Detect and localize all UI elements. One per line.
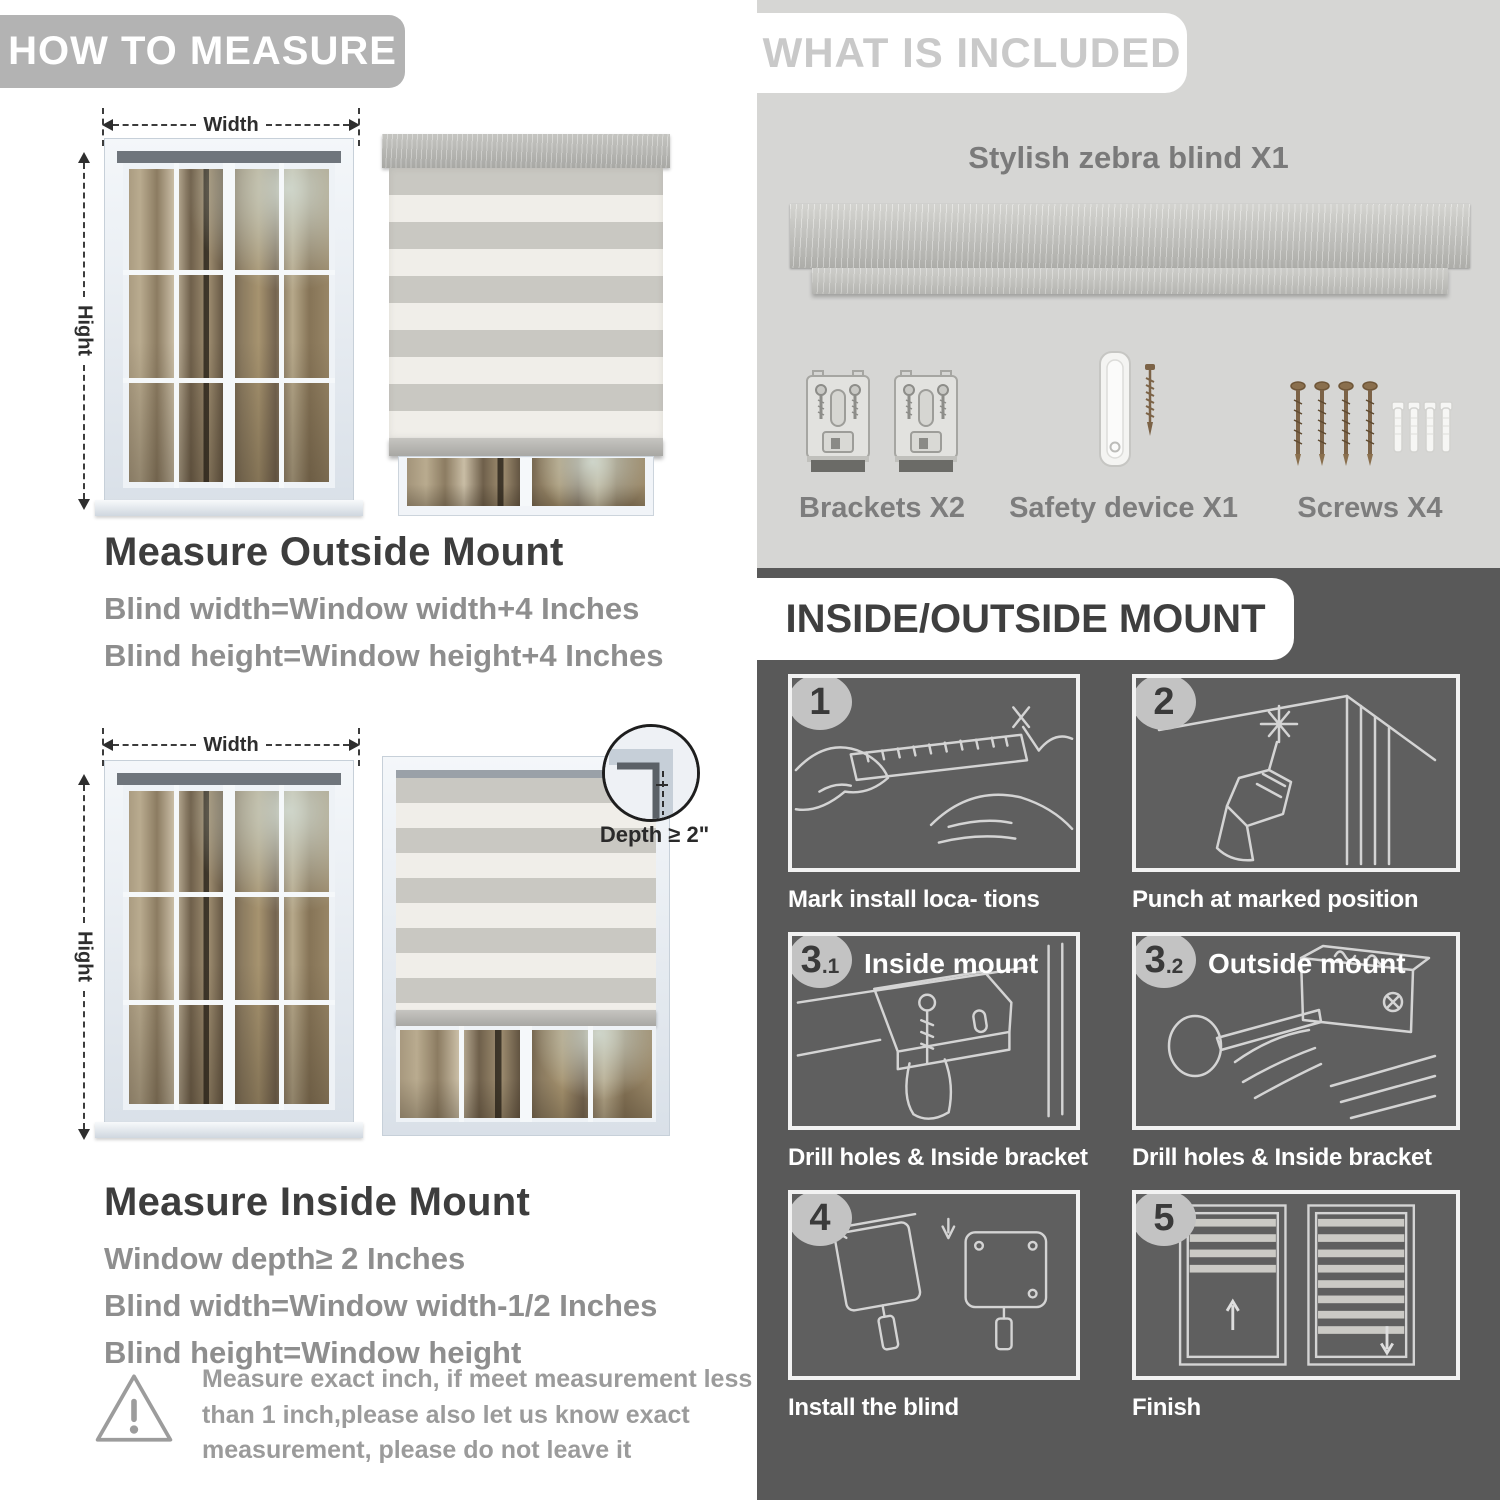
- step-number-badge: 4: [788, 1190, 852, 1246]
- included-parts-row: [757, 330, 1500, 525]
- what-is-included-header: [757, 13, 1187, 93]
- blind-stripes: [389, 168, 663, 438]
- dimension-guide: [358, 108, 360, 146]
- depth-label: Depth ≥ 2": [599, 822, 710, 847]
- inside-mount-heading: Measure Inside Mount: [104, 1180, 531, 1224]
- window-corner-zoom: [605, 727, 697, 819]
- window-lintel: [117, 151, 341, 163]
- width-dimension-line: [102, 734, 360, 756]
- blind-cassette: [382, 134, 670, 168]
- step-caption: Punch at marked position: [1132, 886, 1419, 913]
- blind-bottom-rail: [389, 438, 663, 456]
- width-label: Width: [203, 113, 259, 136]
- step-number-badge: 3 .1: [788, 932, 852, 988]
- what-is-included-panel: [757, 0, 1500, 568]
- outside-mount-figure: [60, 108, 700, 528]
- inside-rule-width: Blind width=Window width-1/2 Inches: [104, 1288, 658, 1323]
- step-1-illustration: [788, 674, 1080, 872]
- step-number-badge: 3 .2: [1132, 932, 1196, 988]
- step-number-badge: 1: [788, 674, 852, 730]
- what-is-included-title: WHAT IS INCLUDED: [762, 29, 1182, 76]
- step-4-illustration: [788, 1190, 1080, 1380]
- blind-stripes: [396, 778, 656, 1010]
- step-2: [1132, 674, 1460, 914]
- zebra-blind-product: [790, 204, 1470, 294]
- step-number-badge: 5: [1132, 1190, 1196, 1246]
- step-3-2-illustration: [1132, 932, 1460, 1130]
- brackets-part: [799, 330, 965, 525]
- blind-bottom-rail: [396, 1010, 656, 1026]
- window-lintel: [117, 773, 341, 785]
- step-caption: Mark install loca- tions: [788, 886, 1040, 913]
- inside-rule-depth: Window depth≥ 2 Inches: [104, 1241, 466, 1276]
- safety-device-part: [1009, 330, 1238, 525]
- height-label: Hight: [73, 931, 96, 983]
- arrow-down-icon: [78, 499, 90, 510]
- step-1: [788, 674, 1080, 914]
- measurement-warning: [92, 1362, 752, 1469]
- how-to-measure-title: HOW TO MEASURE: [8, 29, 397, 73]
- window-fragment: [398, 456, 654, 516]
- screws-icon: [1282, 370, 1458, 480]
- inside-outside-mount-title: INSIDE/OUTSIDE MOUNT: [785, 596, 1266, 641]
- depth-callout-circle: [602, 724, 700, 822]
- height-label: Hight: [73, 305, 96, 357]
- blind-headrail: [790, 204, 1470, 268]
- dimension-guide: [358, 728, 360, 766]
- window-glass: [123, 785, 335, 1110]
- step-4: [788, 1190, 1080, 1422]
- arrow-down-icon: [78, 1129, 90, 1140]
- how-to-measure-header: [0, 15, 405, 88]
- window-illustration: [104, 760, 354, 1132]
- width-dimension-line: [102, 114, 360, 136]
- step-panel-title: Outside mount: [1208, 948, 1406, 979]
- window-illustration: [104, 138, 354, 510]
- warning-text: Measure exact inch, if meet measurement less than 1 inch,please also let us know exact measurement, please do not leave it: [202, 1365, 753, 1464]
- product-label: Stylish zebra blind X1: [968, 140, 1289, 175]
- step-3-2: [1132, 932, 1460, 1172]
- step-caption: Install the blind: [788, 1394, 959, 1421]
- screws-part: [1282, 330, 1458, 525]
- bracket-icon: [889, 368, 963, 480]
- step-3-1: [788, 932, 1088, 1172]
- safety-device-icon: [1074, 348, 1174, 480]
- arrow-up-icon: [78, 774, 90, 785]
- blind-bottom-rail: [812, 268, 1448, 294]
- arrow-up-icon: [78, 152, 90, 163]
- screws-label: Screws X4: [1297, 492, 1443, 524]
- zebra-blind-illustration: [382, 134, 670, 516]
- height-dimension-line: [72, 774, 96, 1140]
- mount-instructions-panel: [757, 568, 1500, 1500]
- outside-rule-height: Blind height=Window height+4 Inches: [104, 638, 664, 673]
- outside-mount-text: [104, 530, 663, 685]
- step-caption: Drill holes & Inside bracket: [1132, 1144, 1432, 1171]
- step-caption: Drill holes & Inside bracket: [788, 1144, 1088, 1171]
- warning-triangle-icon: [92, 1368, 176, 1450]
- step-5: [1132, 1190, 1460, 1422]
- window-glass: [123, 163, 335, 488]
- outside-mount-heading: Measure Outside Mount: [104, 530, 564, 574]
- inside-rule-height: Blind height=Window height: [104, 1335, 522, 1370]
- step-3-1-illustration: [788, 932, 1080, 1130]
- step-caption: Finish: [1132, 1394, 1201, 1421]
- inside-outside-mount-header: [757, 578, 1294, 660]
- safety-device-label: Safety device X1: [1009, 492, 1238, 524]
- window-glass: [396, 1026, 656, 1122]
- bracket-icon: [801, 368, 875, 480]
- outside-rule-width: Blind width=Window width+4 Inches: [104, 591, 640, 626]
- step-number-badge: 2: [1132, 674, 1196, 730]
- step-5-illustration: [1132, 1190, 1460, 1380]
- step-panel-title: Inside mount: [864, 948, 1039, 979]
- inside-mount-text: [104, 1180, 657, 1382]
- brackets-label: Brackets X2: [799, 492, 966, 524]
- step-2-illustration: [1132, 674, 1460, 872]
- height-dimension-line: [72, 152, 96, 510]
- inside-mount-figure: [60, 722, 710, 1187]
- installation-steps: [788, 674, 1478, 1440]
- width-label: Width: [203, 733, 259, 756]
